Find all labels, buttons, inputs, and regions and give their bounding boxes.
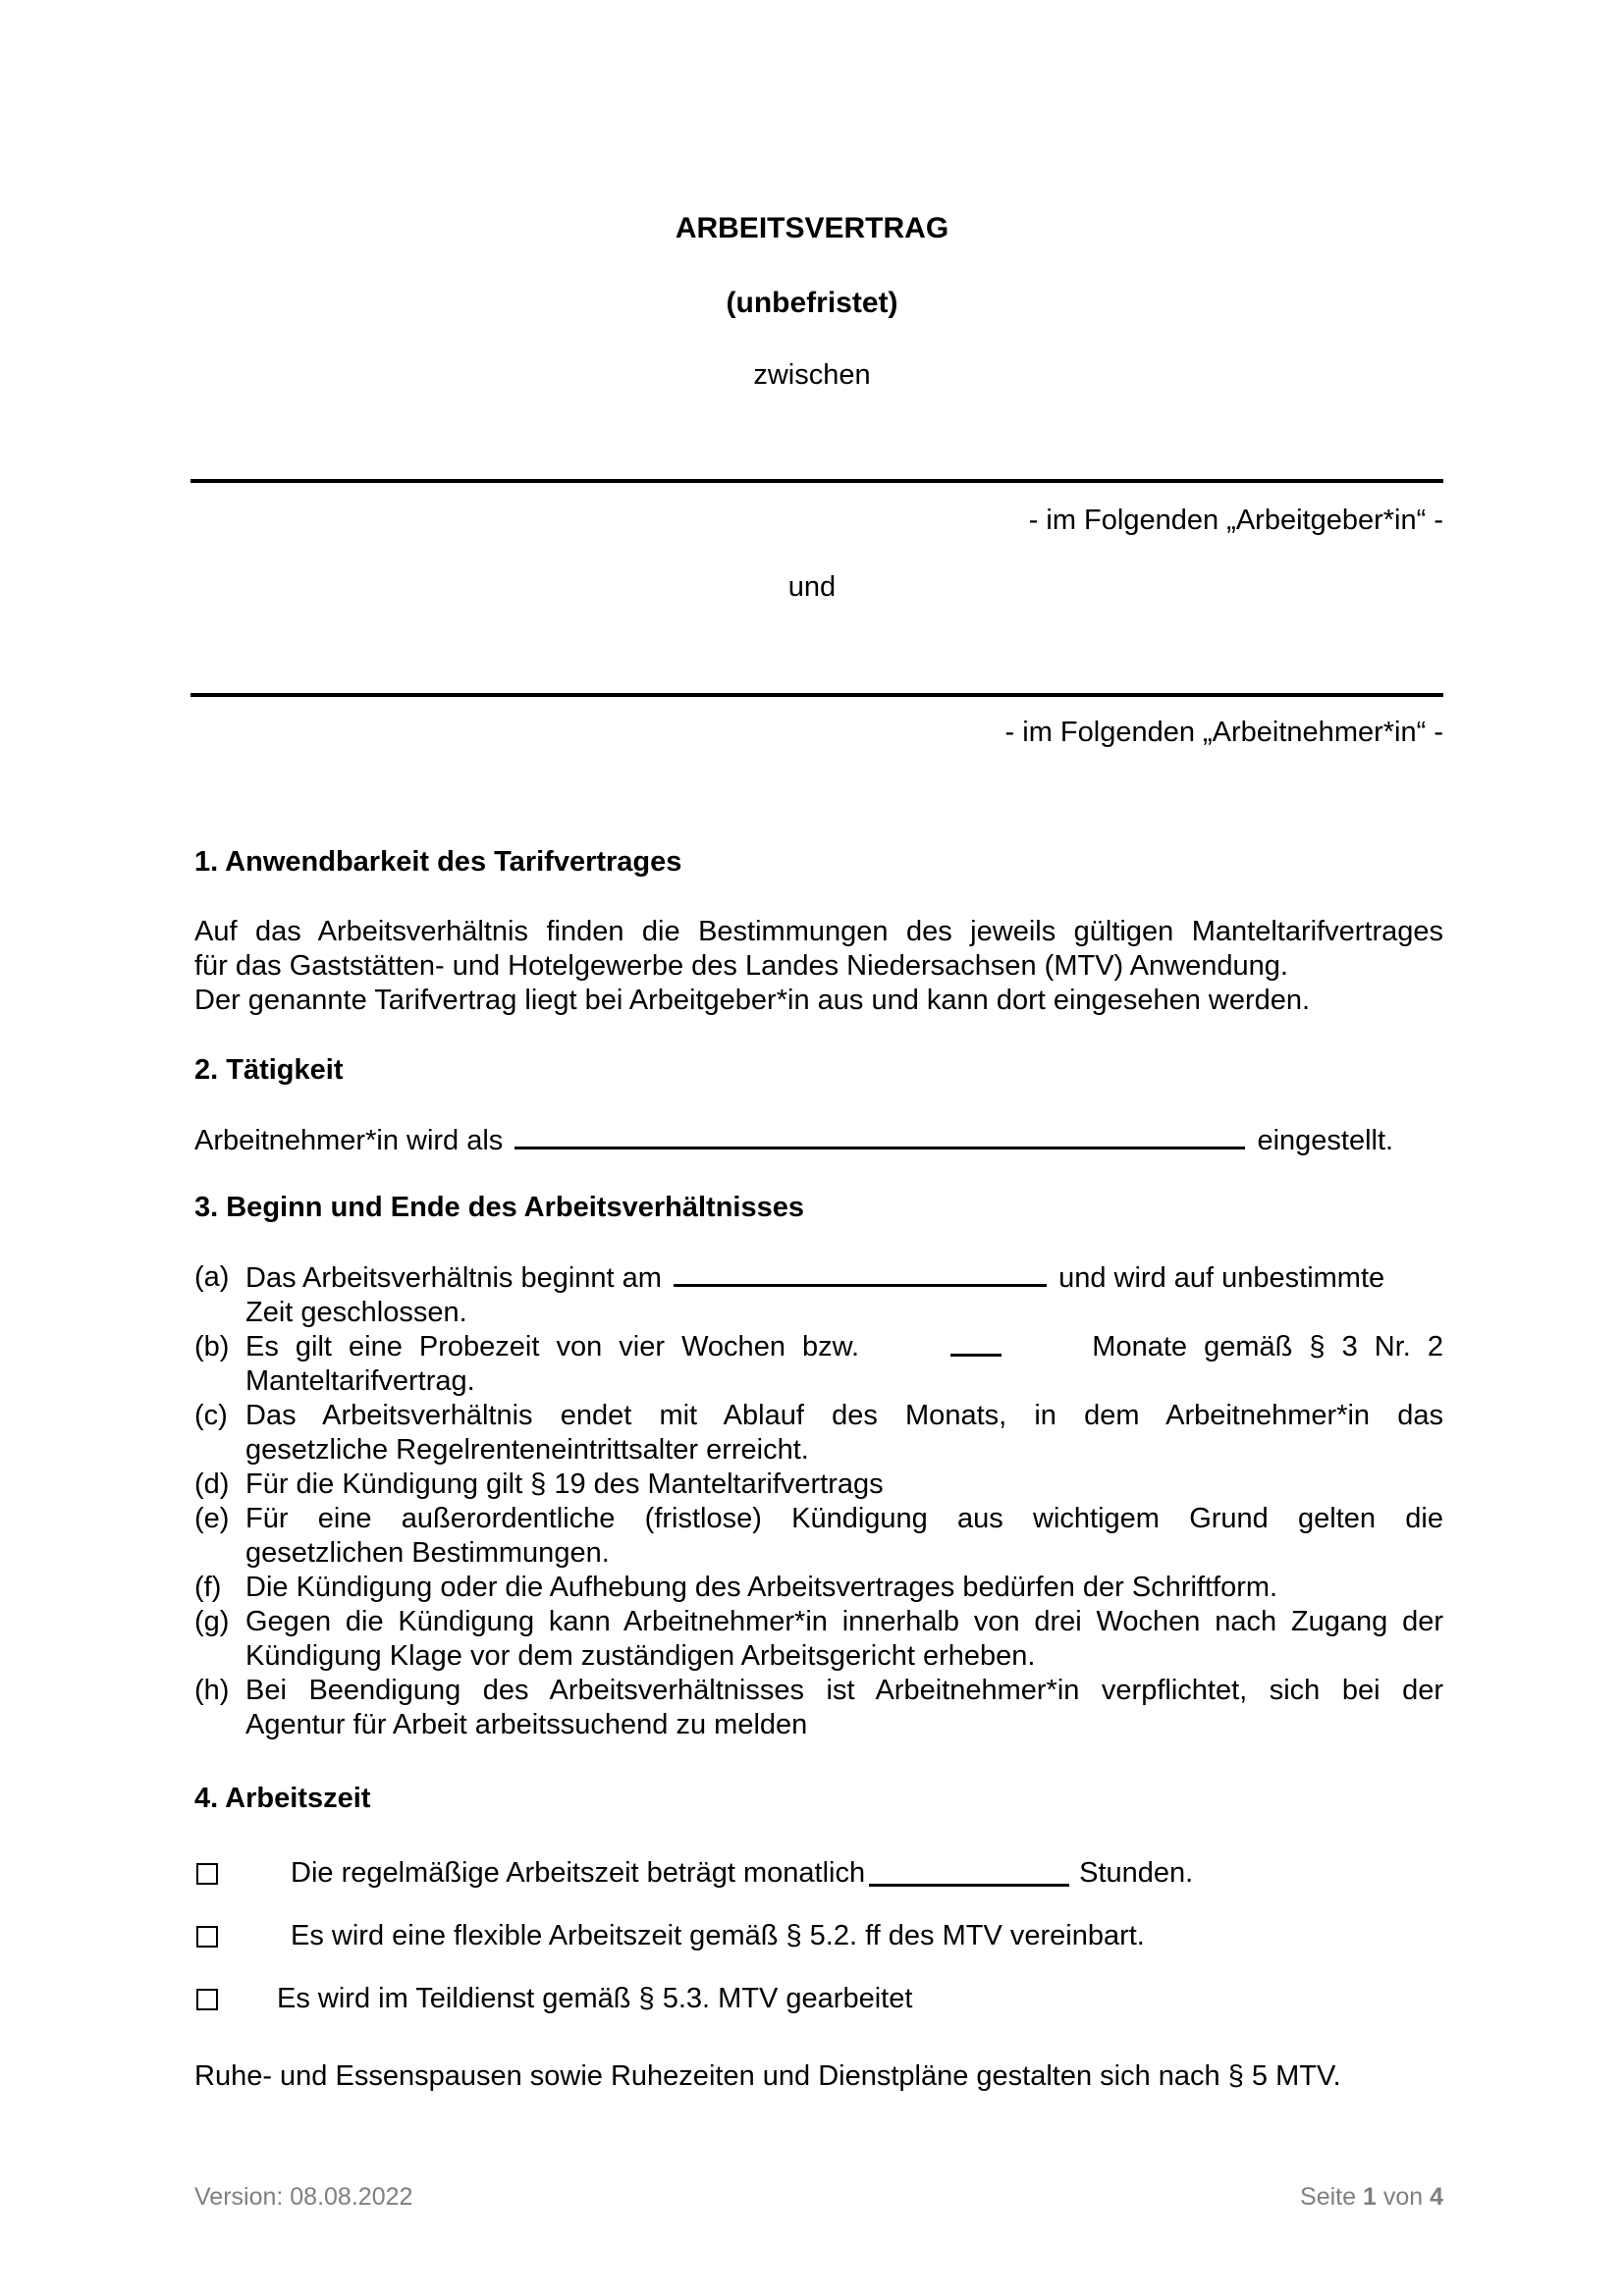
item-text: gesetzliche Regelrenteneintrittsalter erreicht. — [245, 1434, 809, 1466]
page-current: 1 — [1362, 2183, 1377, 2211]
item-label: (b) — [194, 1331, 230, 1362]
item-text: Manteltarifvertrag. — [245, 1365, 475, 1397]
section-1-line-3: Der genannte Tarifvertrag liegt bei Arbeitgeber*in aus und kann dort eingesehen werden. — [194, 985, 1311, 1016]
item-label: (e) — [194, 1503, 230, 1534]
section-4-rest-text: Ruhe- und Essenspausen sowie Ruhezeiten und Dienstpläne gestalten sich nach § 5 MTV. — [194, 2060, 1341, 2092]
item-text: Gegen die Kündigung kann Arbeitnehmer*in innerhalb von drei Wochen nach Zugang der — [245, 1606, 1443, 1637]
between-text: zwischen — [753, 359, 871, 391]
page-of: von — [1382, 2183, 1424, 2211]
footer-version: Version: 08.08.2022 — [194, 2183, 413, 2211]
section-2-suffix: eingestellt. — [1257, 1125, 1394, 1156]
monthly-hours-checkbox[interactable] — [196, 1863, 218, 1885]
list-item — [194, 1399, 1443, 1468]
item-label: (f) — [194, 1572, 222, 1603]
start-date-field[interactable] — [674, 1260, 1047, 1287]
list-item — [194, 1571, 1443, 1605]
employee-label: - im Folgenden „Arbeitnehmer*in“ - — [1004, 717, 1443, 748]
list-item — [194, 1605, 1443, 1674]
section-2-body — [194, 1123, 1443, 1158]
option-text: Es wird eine flexible Arbeitszeit gemäß § 5.2. ff des MTV vereinbart. — [291, 1920, 1145, 1951]
item-text: Es gilt eine Probezeit von vier Wochen bzw. — [245, 1331, 860, 1362]
item-text: Für eine außerordentliche (fristlose) Kündigung aus wichtigem Grund gelten die — [245, 1503, 1443, 1534]
section-2-heading: 2. Tätigkeit — [194, 1054, 344, 1086]
item-text: und wird auf unbestimmte — [1058, 1262, 1385, 1294]
document-subtitle: (unbefristet) — [726, 287, 898, 319]
item-label: (g) — [194, 1606, 230, 1637]
page-total: 4 — [1430, 2183, 1443, 2211]
item-label: (a) — [194, 1261, 230, 1293]
item-text: Agentur für Arbeit arbeitssuchend zu melden — [245, 1709, 808, 1740]
item-text: gesetzlichen Bestimmungen. — [245, 1537, 610, 1569]
list-item — [194, 1468, 1443, 1502]
section-3-heading: 3. Beginn und Ende des Arbeitsverhältnisses — [194, 1192, 804, 1223]
item-text: Für die Kündigung gilt § 19 des Manteltarifvertrags — [245, 1468, 884, 1500]
document-title: ARBEITSVERTRAG — [675, 212, 949, 244]
item-label: (h) — [194, 1675, 230, 1706]
item-text: Das Arbeitsverhältnis beginnt am — [245, 1262, 662, 1294]
job-title-field[interactable] — [514, 1123, 1245, 1149]
list-item — [194, 1260, 1443, 1330]
section-1-body — [194, 915, 1443, 1018]
option-monthly-hours — [196, 1857, 1193, 1890]
and-text: und — [787, 571, 837, 603]
list-item — [194, 1330, 1443, 1399]
item-text: Die Kündigung oder die Aufhebung des Arbeitsvertrages bedürfen der Schriftform. — [245, 1572, 1278, 1603]
probation-months-field[interactable] — [950, 1330, 1001, 1357]
flexible-time-checkbox[interactable] — [196, 1926, 218, 1948]
option-split-shift — [196, 1983, 912, 2015]
option-text: Die regelmäßige Arbeitszeit beträgt monatlich — [291, 1857, 866, 1889]
item-text: Zeit geschlossen. — [245, 1297, 467, 1328]
split-shift-checkbox[interactable] — [196, 1989, 218, 2010]
page-word: Seite — [1300, 2183, 1357, 2211]
option-text: Stunden. — [1079, 1857, 1194, 1889]
section-1-line-1: Auf das Arbeitsverhältnis finden die Bestimmungen des jeweils gültigen Manteltarifvertrages — [194, 916, 1443, 947]
item-text: Kündigung Klage vor dem zuständigen Arbeitsgericht erheben. — [245, 1640, 1036, 1672]
employee-signature-line — [190, 693, 1443, 697]
employer-label: - im Folgenden „Arbeitgeber*in“ - — [1028, 505, 1443, 536]
employer-signature-line — [190, 479, 1443, 483]
option-flexible-time — [196, 1920, 1145, 1952]
section-2-prefix: Arbeitnehmer*in wird als — [194, 1125, 504, 1156]
item-label: (d) — [194, 1468, 230, 1500]
footer-page-number — [1300, 2183, 1443, 2212]
item-text: Das Arbeitsverhältnis endet mit Ablauf des Monats, in dem Arbeitnehmer*in das — [245, 1400, 1443, 1431]
item-text: Monate gemäß § 3 Nr. 2 — [1092, 1331, 1443, 1362]
section-3-list — [194, 1260, 1443, 1742]
item-label: (c) — [194, 1400, 228, 1431]
section-1-line-2: für das Gaststätten- und Hotelgewerbe des Landes Niedersachsen (MTV) Anwendung. — [194, 950, 1288, 982]
section-1-heading: 1. Anwendbarkeit des Tarifvertrages — [194, 846, 682, 878]
list-item — [194, 1502, 1443, 1571]
item-text: Bei Beendigung des Arbeitsverhältnisses ist Arbeitnehmer*in verpflichtet, sich bei der — [245, 1675, 1443, 1706]
monthly-hours-field[interactable] — [869, 1860, 1069, 1887]
list-item — [194, 1674, 1443, 1742]
option-text: Es wird im Teildienst gemäß § 5.3. MTV gearbeitet — [277, 1983, 913, 2014]
section-4-heading: 4. Arbeitszeit — [194, 1783, 371, 1814]
